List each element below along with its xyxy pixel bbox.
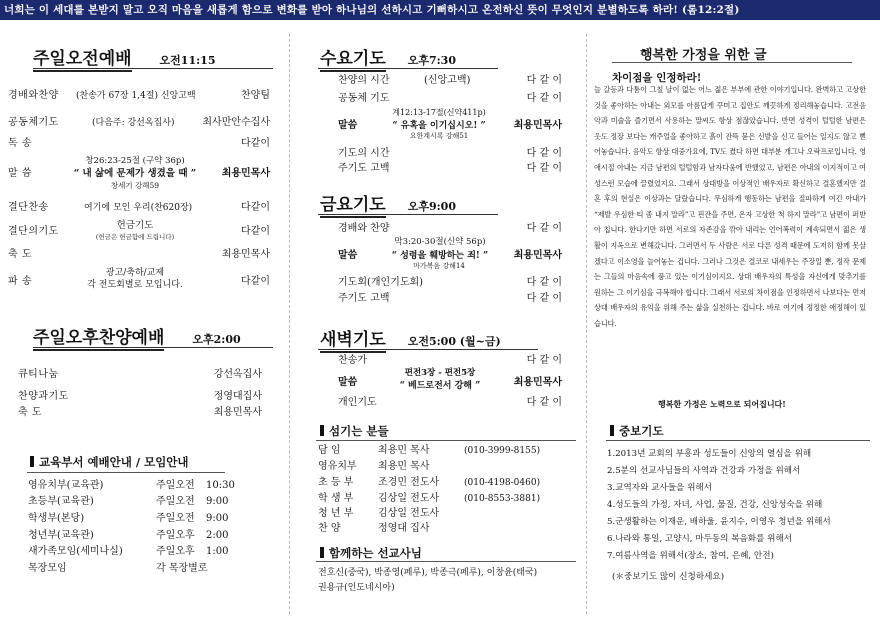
article-underline bbox=[612, 62, 852, 63]
fri-row-sermon: 말씀 최용민목사 bbox=[338, 250, 562, 261]
pm-row: 찬양과기도 정영대집사 bbox=[18, 391, 262, 402]
fri-row: 경배와 찬양 다 같 이 bbox=[338, 223, 562, 234]
order-row: 결단찬송 여기에 모인 우리(찬620장) 다같이 bbox=[8, 202, 270, 213]
article-subtitle: 차이점을 인정하라! bbox=[612, 72, 702, 84]
wed-row: 기도의 시간 다 같 이 bbox=[338, 148, 562, 159]
dawn-row-sermon: 말씀 최용민목사 bbox=[338, 377, 562, 388]
announcement: 광고/축하/교제 bbox=[105, 268, 165, 278]
prayer-note: (＊중보기도 많이 신청하세요) bbox=[612, 572, 725, 582]
heading-bar-icon bbox=[320, 547, 324, 558]
servant-row: 영유치부 최용민 목사 bbox=[318, 461, 430, 472]
sunday-pm-underline bbox=[33, 347, 273, 348]
sunday-am-underline bbox=[33, 68, 273, 69]
sunday-pm-time: 오후2:00 bbox=[192, 333, 241, 346]
dawn-passage: 편전3장 - 편전5장 bbox=[404, 368, 476, 378]
prayer-heading: 중보기도 bbox=[610, 423, 663, 439]
sermon-series: 창세기 강해59 bbox=[110, 181, 160, 190]
education-row: 영유치부(교육관) 주일오전 10:30 bbox=[28, 480, 235, 491]
wed-row: 찬양의 시간 (신앙고백) 다 같 이 bbox=[338, 75, 562, 86]
education-row: 학생부(본당) 주일오전 9:00 bbox=[28, 513, 229, 524]
prayer-rule bbox=[606, 440, 870, 441]
order-row: 공동체기도 (다음주: 강선옥집사) 최사만안수집사 bbox=[8, 117, 270, 128]
fri-row: 주기도 고백 다 같 이 bbox=[338, 293, 562, 304]
order-row-sermon: 말 씀 최용민목사 bbox=[8, 168, 270, 179]
wednesday-time: 오후7:30 bbox=[407, 54, 456, 67]
servant-row: 담 임 최용민 목사 (010-3999-8155) bbox=[318, 445, 541, 456]
dawn-sermon-title: “ 베드로전서 강해 ” bbox=[399, 381, 481, 391]
dawn-underline bbox=[318, 349, 538, 350]
article-closing: 행복한 가정은 노력으로 되어집니다! bbox=[658, 399, 786, 409]
friday-title: 금요기도 bbox=[320, 190, 386, 218]
prayer-item: 1.2013년 교회의 부흥과 성도들이 신앙의 열심을 위해 bbox=[607, 449, 812, 459]
wed-row-sermon: 말씀 최용민목사 bbox=[338, 120, 562, 131]
order-row: 축 도 최용민목사 bbox=[8, 249, 270, 260]
sunday-pm-title: 주일오후찬양예배 bbox=[33, 323, 164, 351]
servants-rule bbox=[316, 440, 576, 441]
heading-bar-icon bbox=[320, 425, 324, 436]
sermon-title: “ 내 삶에 문제가 생겼을 때 ” bbox=[73, 168, 197, 179]
offering-note: (헌금은 헌금함에 드립니다) bbox=[95, 233, 175, 241]
missionaries-line1: 전호신(중국), 박종영(페루), 박종극(페루), 이창윤(태국) bbox=[318, 568, 538, 578]
fri-series: 마가복음 강해14 bbox=[413, 262, 465, 270]
servants-heading: 섬기는 분들 bbox=[320, 423, 389, 439]
dawn-title: 새벽기도 bbox=[320, 325, 386, 353]
article-body: 늘 갈등과 다툼이 그칠 날이 없는 어느 젊은 부부에 관한 이야기입니다. 완벽하고 고상한 것을 좋아하는 아내는 외모를 아름답게 꾸미고 집안도 깨끗하게 정리해놓습니다. 고전음악과 미술을 즐기면서 사용하는 말씨도 항상 점잖았습니다. 반면 성격이 털털한 남편은 옷도 정장 보다는 캐주얼을 좋아하고 흙이 잔뜩 묻은 신발을 신고 들어는 일지도 않고 뻗어놓습니다. 음악도 항상 대중가요에, TV도 켰다 하면 대부분 개그나 오락프로입니다. 영애시절 아내는 지금 남편의 털털함과 남자다움에 반했었고, 남편은 아내의 이지적이고 여성스런 모습에 끌렸었지요. 그래서 상대방을 이상적인 배우자로 확신하고 결혼했지만 결혼 후의 현실은 이상과는 달랐습니다. 무심하게 행동하는 남편을 질파하게 여긴 아내가 “제발 우심한 티 좀 내지 말라”고 핀잔을 주면, 온자 고상한 척 하지 말라”고 남편이 퍼받아 칩니다. 한나기만 하면 서로의 자존감을 깎아 내리는 언어폭력이 계속되면서 젊은 생활이 지옥으로 변해갔니다. 그러면서 두 사람은 서로 다른 성격 때문에 도저히 함께 못살겠다고 이소영을 늘어놓는 겁니다. 그러나 그것은 결코로 내세우는 주장일 뿐, 정작 문제는 그들의 마음속에 품고 있는 이기심이지요. 상대 배우자의 특성을 자신에게 맞추기를 원하는 그 이기심을 극복해야 합니다. 그래서 서로의 차이점을 인정하면서 나보다는 먼저 상대 배우자의 유익을 위해 주는 삶을 실천하는 겁니다. 바로 여기에 정정한 애정해이 있습니다. bbox=[594, 85, 866, 328]
heading-bar-icon bbox=[30, 456, 34, 467]
education-row: 새가족모임(세미나실) 주일오후 1:00 bbox=[28, 546, 229, 557]
missionaries-line2: 권용규(인도네시아) bbox=[318, 583, 395, 593]
order-row: 결단의기도 다같이 bbox=[8, 226, 270, 237]
servant-row: 초 등 부 조경민 전도사 (010-4198-0460) bbox=[318, 477, 541, 488]
friday-underline bbox=[318, 214, 498, 215]
fri-sermon-title: “ 성령을 훼방하는 죄! ” bbox=[391, 251, 489, 261]
missionaries-heading: 함께하는 선교사님 bbox=[320, 545, 422, 561]
prayer-item: 4.성도들의 가정, 자녀, 사업, 물질, 건강, 신앙성숙을 위해 bbox=[607, 500, 823, 510]
banner-verse: 너희는 이 세대를 본받지 말고 오직 마음을 새롭게 함으로 변화를 받아 하나님의 선하시고 기뻐하시고 온전하신 뜻이 무엇인지 분별하도록 하라! (롬12:2절) bbox=[0, 0, 880, 20]
fri-row: 기도회(개인기도회) 다 같 이 bbox=[338, 277, 562, 288]
servant-row: 청 년 부 김상일 전도사 bbox=[318, 508, 440, 519]
fri-passage: 막3:20-30절(신약 56p) bbox=[394, 237, 486, 247]
order-row: 파 송 다같이 bbox=[8, 276, 270, 287]
dawn-row: 개인기도 다 같 이 bbox=[338, 397, 562, 408]
column-divider-left bbox=[289, 34, 290, 614]
prayer-item: 6.나라와 통일, 고양시, 마두동의 복음화를 위해서 bbox=[607, 534, 793, 544]
prayer-item: 2.5분의 선교사님들의 사역과 건강과 가정을 위해서 bbox=[607, 466, 801, 476]
education-heading: 교육부서 예배안내 / 모임안내 bbox=[30, 454, 189, 470]
article-title: 행복한 가정을 위한 글 bbox=[640, 48, 767, 63]
wednesday-underline bbox=[318, 68, 498, 69]
education-rule bbox=[27, 472, 225, 473]
offering-prayer: 헌금기도 bbox=[116, 220, 154, 231]
education-row: 목장모임 각 목장별로 bbox=[28, 563, 208, 574]
friday-time: 오후9:00 bbox=[407, 200, 456, 213]
wed-series: 요한계시록 강해51 bbox=[409, 132, 469, 140]
pm-row: 축 도 최용민목사 bbox=[18, 407, 262, 418]
wednesday-title: 수요기도 bbox=[320, 44, 386, 72]
column-divider-right bbox=[586, 34, 587, 614]
servant-row: 학 생 부 김상일 전도사 (010-8553-3881) bbox=[318, 493, 541, 504]
missionaries-rule bbox=[316, 561, 576, 562]
pm-row: 큐티나눔 강선옥집사 bbox=[18, 369, 262, 380]
order-row: 경배와찬양 (찬송가 67장 1,4절) 신앙고백 찬양팀 bbox=[8, 90, 270, 101]
order-row: 독 송 다같이 bbox=[8, 138, 270, 149]
dawn-row: 찬송가 다 같 이 bbox=[338, 355, 562, 366]
prayer-item: 3.교역자와 교사들을 위해서 bbox=[607, 483, 712, 493]
prayer-item: 5.군생활하는 이재운, 배하울, 윤지수, 이영우 청년을 위해서 bbox=[607, 517, 831, 527]
servant-row: 찬 양 정영대 집사 bbox=[318, 523, 430, 534]
sermon-passage: 창26:23-25절 (구약 36p) bbox=[85, 156, 185, 166]
wed-row: 주기도 고백 다 같 이 bbox=[338, 163, 562, 174]
education-row: 청년부(교육관) 주일오후 2:00 bbox=[28, 530, 229, 541]
education-row: 초등부(교육관) 주일오전 9:00 bbox=[28, 496, 229, 507]
prayer-item: 7.여름사역을 위해서(장소, 참여, 은혜, 안전) bbox=[607, 551, 774, 561]
wed-sermon-title: “ 유혹을 이기십시오! ” bbox=[392, 121, 486, 131]
dawn-time: 오전5:00 (월~금) bbox=[407, 335, 501, 348]
heading-bar-icon bbox=[610, 425, 614, 436]
sunday-am-time: 오전11:15 bbox=[159, 54, 216, 67]
sunday-am-title: 주일오전예배 bbox=[33, 44, 132, 72]
wed-row: 공동체 기도 다 같 이 bbox=[338, 93, 562, 104]
wed-passage: 계12:13-17절(신약411p) bbox=[392, 108, 486, 117]
announcement-note: 각 전도회별로 모입니다. bbox=[87, 280, 183, 290]
